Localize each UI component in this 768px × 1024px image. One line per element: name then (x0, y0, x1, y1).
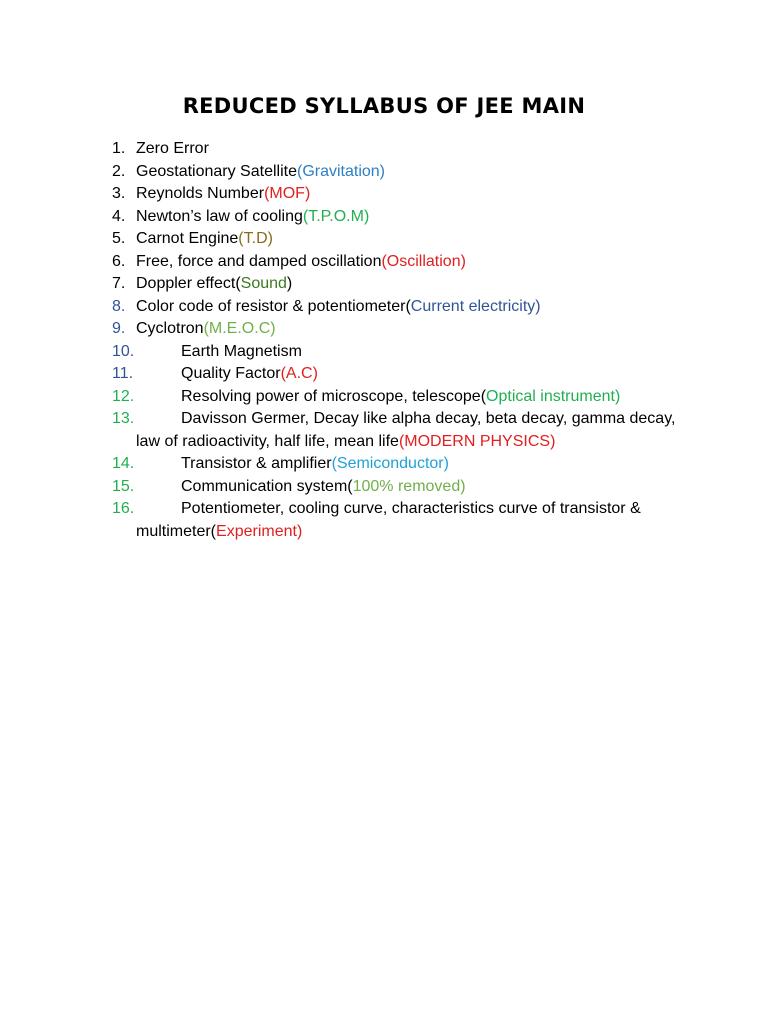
item-chapter-tag: (Semiconductor) (331, 455, 449, 472)
item-topic: Potentiometer, cooling curve, characteristics curve of transistor & multimeter( (136, 500, 641, 540)
item-topic: Transistor & amplifier (181, 455, 332, 472)
item-chapter-tag: Optical instrument) (486, 387, 621, 405)
item-number: 14. (112, 455, 135, 472)
item-number: 16. (112, 500, 135, 517)
item-chapter-tag: (M.E.O.C) (203, 320, 276, 337)
item-chapter-tag: (T.D) (238, 230, 273, 247)
item-text (136, 298, 541, 315)
list-item (0, 408, 676, 453)
item-text (136, 230, 273, 247)
item-number: 9. (112, 320, 126, 337)
item-chapter-tag: (Oscillation) (381, 252, 466, 270)
item-topic: Communication system( (181, 477, 353, 495)
item-topic: Doppler effect( (136, 275, 241, 292)
item-number: 5. (112, 230, 126, 247)
item-chapter-tag: (MODERN PHYSICS) (398, 432, 556, 450)
item-chapter-tag: Experiment) (216, 522, 303, 540)
syllabus-list (0, 138, 768, 543)
item-topic: Resolving power of microscope, telescope( (181, 387, 487, 405)
list-item (0, 386, 676, 409)
item-text (136, 163, 385, 180)
item-topic: Color code of resistor & potentiometer( (136, 297, 411, 315)
list-item (0, 183, 676, 206)
item-text (136, 341, 676, 364)
list-item (0, 363, 676, 386)
item-topic: Geostationary Satellite (136, 162, 297, 180)
item-chapter-tag: Current electricity) (410, 297, 541, 315)
item-topic: Zero Error (136, 140, 209, 157)
item-topic: Carnot Engine (136, 230, 239, 247)
item-topic: Davisson Germer, Decay like alpha decay, beta decay, gamma decay, law of radioactivity, half life, mean life (136, 410, 676, 450)
item-number: 3. (112, 185, 126, 202)
item-chapter-tag: 100% removed) (352, 477, 466, 495)
item-number: 7. (112, 275, 126, 292)
list-item (0, 206, 676, 229)
item-number: 6. (112, 252, 126, 270)
item-text (136, 208, 369, 225)
item-chapter-tag: (MOF) (264, 185, 311, 202)
item-topic: Quality Factor (181, 365, 281, 382)
item-topic: Newton’s law of cooling (136, 207, 303, 225)
item-text (136, 363, 676, 386)
item-chapter-tag: Sound (240, 275, 287, 292)
item-text (136, 453, 676, 476)
item-number: 1. (112, 140, 126, 157)
item-number: 4. (112, 207, 126, 225)
item-topic: Earth Magnetism (181, 342, 302, 360)
item-chapter-tag: (T.P.O.M) (302, 207, 370, 225)
list-item (0, 341, 676, 364)
item-text (136, 185, 310, 202)
item-text (136, 320, 276, 337)
item-text (136, 140, 209, 157)
item-number: 2. (112, 162, 126, 180)
item-number: 15. (112, 477, 135, 495)
item-number: 12. (112, 387, 135, 405)
item-text (136, 275, 292, 292)
list-item (0, 251, 676, 274)
list-item (0, 318, 676, 341)
item-number: 13. (112, 410, 135, 427)
list-item (0, 453, 676, 476)
item-chapter-tag: (A.C) (280, 365, 318, 382)
item-topic: Free, force and damped oscillation (136, 252, 382, 270)
item-text (136, 476, 676, 499)
item-chapter-tag: (Gravitation) (296, 162, 386, 180)
list-item (0, 273, 676, 296)
item-number: 11. (112, 365, 134, 382)
item-number: 10. (112, 342, 135, 360)
item-number: 8. (112, 297, 126, 315)
page-title: REDUCED SYLLABUS OF JEE MAIN (182, 94, 586, 118)
list-item (0, 138, 676, 161)
item-topic: Cyclotron (136, 320, 204, 337)
item-text (136, 386, 676, 409)
item-text (136, 408, 676, 453)
list-item (0, 228, 676, 251)
item-suffix: ) (286, 275, 293, 292)
item-text (136, 253, 466, 270)
item-topic: Reynolds Number (136, 185, 265, 202)
list-item (0, 498, 676, 543)
list-item (0, 296, 676, 319)
list-item (0, 161, 676, 184)
item-text (136, 498, 676, 543)
list-item (0, 476, 676, 499)
